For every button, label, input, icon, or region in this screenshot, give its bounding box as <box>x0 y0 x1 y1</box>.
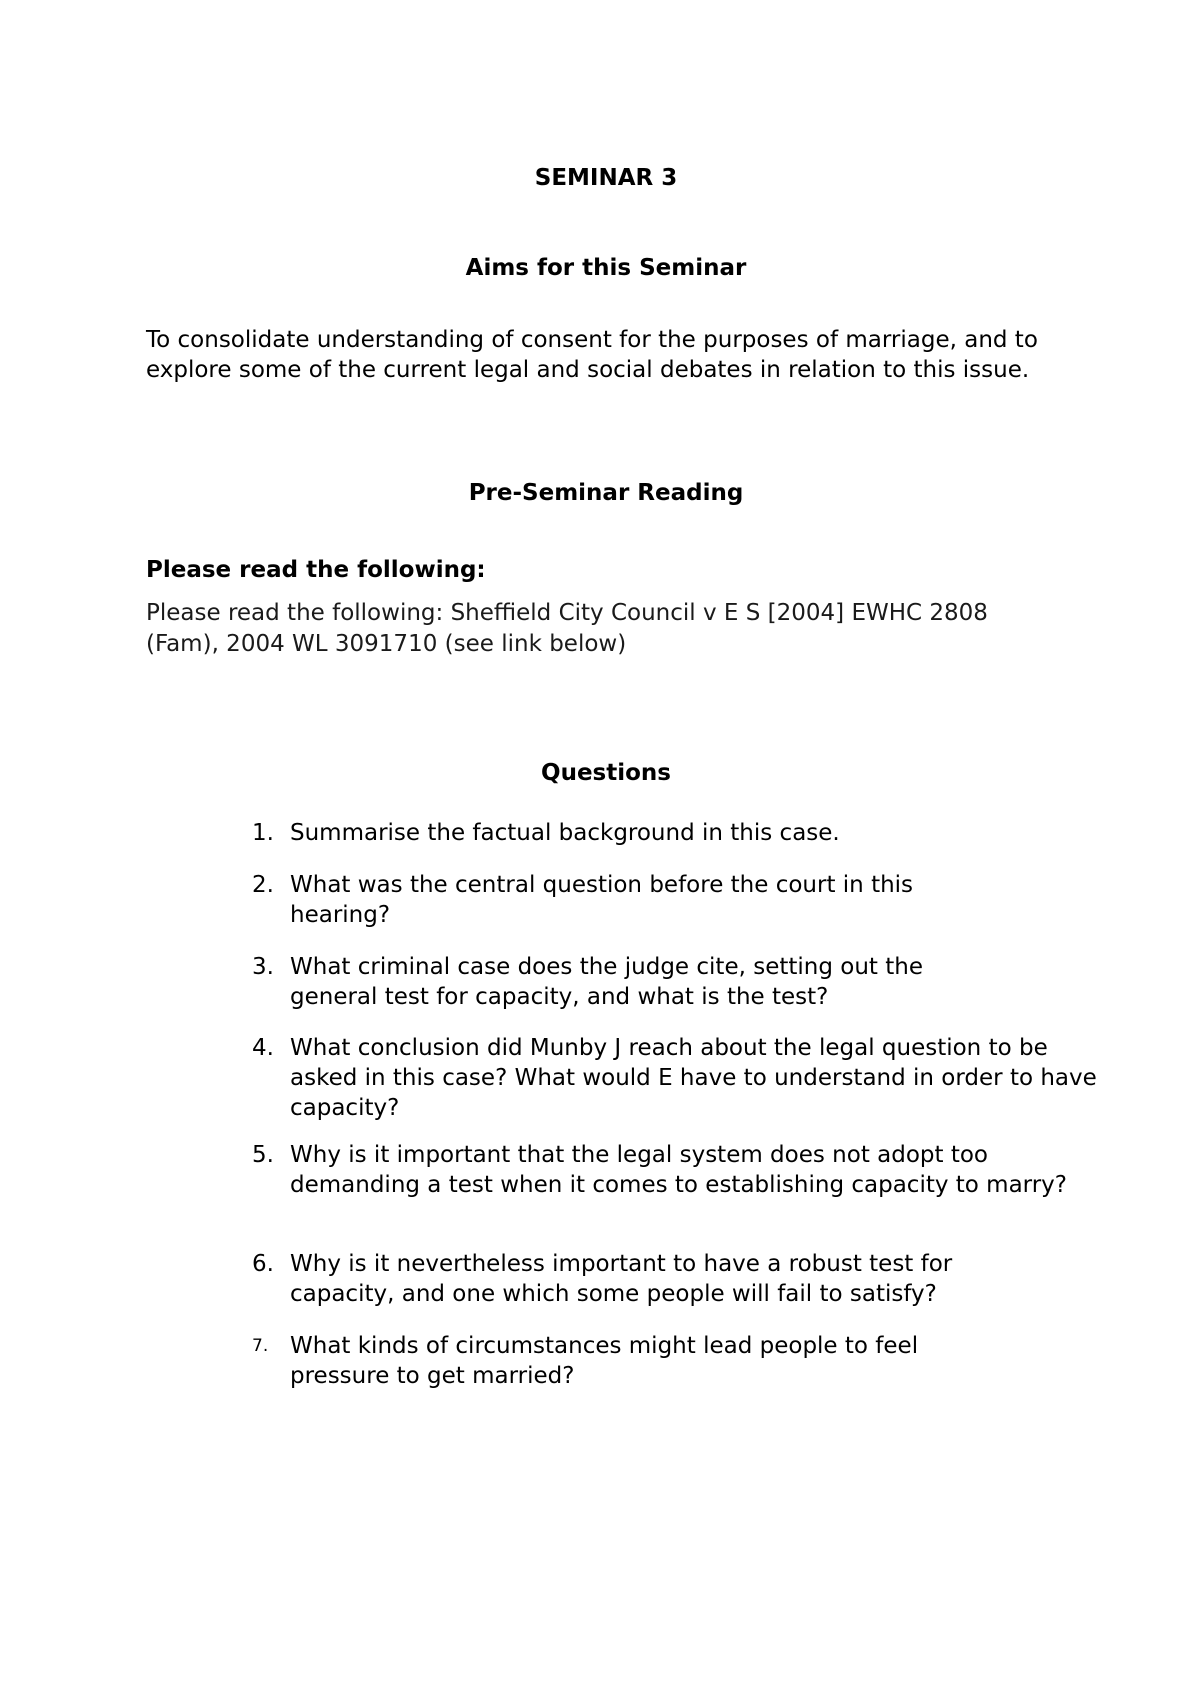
question-number: 1. <box>252 820 274 846</box>
question-text: Summarise the factual background in this case. <box>290 820 840 846</box>
question-item <box>252 870 930 930</box>
question-text: What was the central question before the court in this hearing? <box>290 872 914 928</box>
question-item <box>252 818 1110 848</box>
question-text: What criminal case does the judge cite, setting out the general test for capacity, and what is the test? <box>290 954 923 1010</box>
question-text: What kinds of circumstances might lead people to feel pressure to get married? <box>290 1333 919 1389</box>
question-number: 3. <box>252 954 274 980</box>
reading-heading: Pre-Seminar Reading <box>468 480 744 506</box>
reading-subheading: Please read the following: <box>146 557 486 583</box>
question-item <box>252 1140 1090 1200</box>
page-title: SEMINAR 3 <box>534 165 678 191</box>
question-text: Why is it important that the legal system does not adopt too demanding a test when it comes to establishing capacity to marry? <box>290 1142 1068 1198</box>
reading-citation: Please read the following: Sheffield City Council v E S [2004] EWHC 2808 (Fam), 2004 WL 3091710 (see link below) <box>146 600 988 657</box>
question-number: 5. <box>252 1142 274 1168</box>
aims-paragraph: To consolidate understanding of consent for the purposes of marriage, and to explore some of the current legal and social debates in relation to this issue. <box>146 327 1038 383</box>
questions-heading: Questions <box>541 760 671 786</box>
question-number: 2. <box>252 872 274 898</box>
question-text: What conclusion did Munby J reach about the legal question to be asked in this case? What would E have to understand in order to have capacity? <box>290 1035 1097 1121</box>
question-number: 7. <box>252 1336 269 1356</box>
aims-heading: Aims for this Seminar <box>465 255 747 281</box>
question-text: Why is it nevertheless important to have a robust test for capacity, and one which some people will fail to satisfy? <box>290 1251 953 1307</box>
question-number: 6. <box>252 1251 274 1277</box>
question-item <box>252 1033 1110 1123</box>
question-item <box>252 952 940 1012</box>
question-number: 4. <box>252 1035 274 1061</box>
question-item <box>252 1331 980 1391</box>
question-item <box>252 1249 1010 1309</box>
